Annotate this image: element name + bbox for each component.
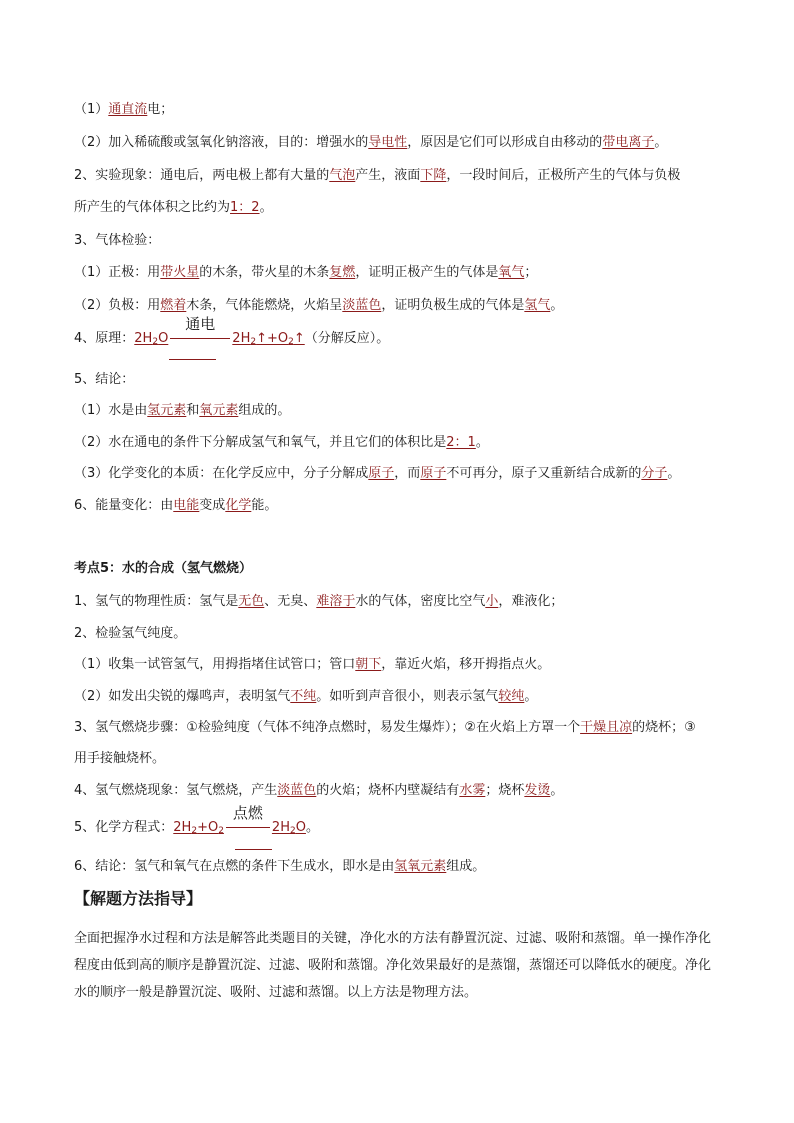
equation-reactant: $2H_2+O_2$ xyxy=(173,820,224,836)
answer-blank: 原子 xyxy=(368,466,395,481)
equation-underline xyxy=(235,849,272,850)
answer-blank: 朝下 xyxy=(355,657,382,672)
line-combustion-steps-cont: 用手接触烧杯。 xyxy=(74,751,166,766)
answer-blank: 通直流 xyxy=(108,102,148,117)
answer-blank: 小 xyxy=(485,594,499,609)
answer-blank: 氢氧元素 xyxy=(394,859,447,874)
equals-bar xyxy=(170,338,230,339)
line-positive-electrode: （1）正极：用带火星的木条，带火星的木条复燃，证明正极产生的气体是氧气； xyxy=(74,265,538,280)
answer-blank: 淡蓝色 xyxy=(342,298,382,313)
answer-blank: 气泡 xyxy=(329,168,356,183)
answer-blank: 电能 xyxy=(173,498,200,513)
line-synthesis-conclusion: 6、结论：氢气和氧气在点燃的条件下生成水，即水是由氢氧元素组成。 xyxy=(74,859,486,874)
answer-blank: 难溶于 xyxy=(316,594,356,609)
equation-reactant: $2H_2O$ xyxy=(134,331,169,347)
line-gas-test-heading: 3、气体检验： xyxy=(74,233,161,248)
answer-blank: 较纯 xyxy=(498,689,525,704)
line-negative-electrode: （2）负极：用燃着木条，气体能燃烧，火焰呈淡蓝色，证明负极生成的气体是氢气。 xyxy=(74,298,564,313)
answer-blank: 燃着 xyxy=(160,298,187,313)
equation-underline xyxy=(169,359,216,360)
reaction-condition: 点燃 xyxy=(224,819,272,837)
section-heading-method-guide: 【解题方法指导】 xyxy=(74,889,203,908)
answer-blank: 复燃 xyxy=(329,265,356,280)
answer-blank: 1：2 xyxy=(230,200,260,215)
line-purity-test-heading: 2、检验氢气纯度。 xyxy=(74,626,187,641)
line-combustion-phenomenon: 4、氢气燃烧现象：氢气燃烧，产生淡蓝色的火焰；烧杯内壁凝结有水雾；烧杯发烫。 xyxy=(74,783,564,798)
equation-product: $2H_2↑+O_2↑$ xyxy=(232,331,305,347)
answer-blank: 发烫 xyxy=(524,783,551,798)
line-collect-hydrogen: （1）收集一试管氢气，用拇指堵住试管口；管口朝下，靠近火焰，移开拇指点火。 xyxy=(74,657,551,672)
line-phenomenon: 2、实验现象：通电后，两电极上都有大量的气泡产生，液面下降，一段时间后，正极所产生的气体与负极 xyxy=(74,168,681,183)
answer-blank: 氢元素 xyxy=(147,403,187,418)
answer-blank: 氧元素 xyxy=(199,403,239,418)
line-dc-current: （1）通直流电； xyxy=(74,102,174,117)
answer-blank: 无色 xyxy=(238,594,265,609)
line-principle-equation: 4、原理：$2H_2O$ 通电 $2H_2↑+O_2↑$（分解反应）。 xyxy=(74,315,390,347)
line-hydrogen-properties: 1、氢气的物理性质：氢气是无色、无臭、难溶于水的气体，密度比空气小，难液化； xyxy=(74,594,564,609)
method-guide-paragraph: 全面把握净水过程和方法是解答此类题目的关键，净化水的方法有静置沉淀、过滤、吸附和蒸馏。单一操作净化程度由低到高的顺序是静置沉淀、过滤、吸附和蒸馏。净化效果最好的是蒸馏，蒸馏还可以降低水的硬度。净化水的顺序一般是静置沉淀、吸附、过滤和蒸馏。以上方法是物理方法。 xyxy=(74,931,712,1000)
answer-blank: 不纯 xyxy=(290,689,317,704)
answer-blank: 分子 xyxy=(641,466,668,481)
reaction-condition: 通电 xyxy=(168,330,232,348)
answer-blank: 化学 xyxy=(225,498,252,513)
answer-blank: 水雾 xyxy=(459,783,486,798)
line-combustion-equation: 5、化学方程式：$2H_2+O_2$ 点燃 $2H_2O$。 xyxy=(74,804,319,836)
line-add-electrolyte: （2）加入稀硫酸或氢氧化钠溶液，目的：增强水的导电性，原因是它们可以形成自由移动的带电离子。 xyxy=(74,135,668,150)
answer-blank: 淡蓝色 xyxy=(277,783,317,798)
line-conclusion-heading: 5、结论： xyxy=(74,372,135,387)
equals-bar xyxy=(226,827,270,828)
answer-blank: 带电离子 xyxy=(602,135,655,150)
line-energy-change: 6、能量变化：由电能变成化学能。 xyxy=(74,498,278,513)
equation-product: $2H_2O$ xyxy=(271,820,306,836)
line-water-composition: （1）水是由氢元素和氧元素组成的。 xyxy=(74,403,291,418)
answer-blank: 下降 xyxy=(420,168,447,183)
answer-blank: 原子 xyxy=(420,466,447,481)
answer-blank: 导电性 xyxy=(368,135,408,150)
line-pop-sound: （2）如发出尖锐的爆鸣声，表明氢气不纯。如听到声音很小，则表示氢气较纯。 xyxy=(74,689,538,704)
answer-blank: 干燥且凉 xyxy=(580,720,633,735)
section-heading-water-synthesis: 考点5：水的合成（氢气燃烧） xyxy=(74,561,253,576)
answer-blank: 2：1 xyxy=(446,435,476,450)
line-volume-ratio: 所产生的气体体积之比约为1：2。 xyxy=(74,200,273,215)
answer-blank: 氢气 xyxy=(524,298,551,313)
answer-blank: 氧气 xyxy=(498,265,525,280)
answer-blank: 带火星 xyxy=(160,265,200,280)
line-volume-ratio-conclusion: （2）水在通电的条件下分解成氢气和氧气，并且它们的体积比是2：1。 xyxy=(74,435,489,450)
line-chemical-change-essence: （3）化学变化的本质：在化学反应中，分子分解成原子，而原子不可再分，原子又重新结合成新的分子。 xyxy=(74,466,681,481)
line-combustion-steps: 3、氢气燃烧步骤：①检验纯度（气体不纯净点燃时，易发生爆炸）；②在火焰上方罩一个干燥且凉的烧杯；③ xyxy=(74,720,696,735)
